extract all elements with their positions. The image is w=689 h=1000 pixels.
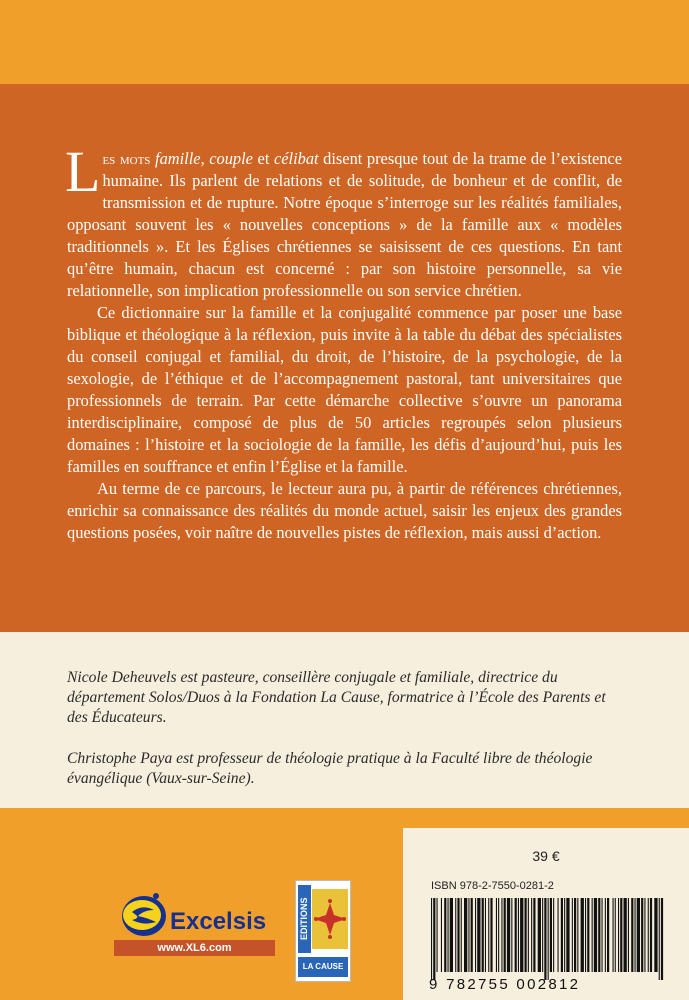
barcode-bar — [498, 898, 499, 972]
barcode-bar — [650, 898, 652, 972]
barcode-bar — [637, 898, 640, 972]
barcode-bar — [444, 898, 446, 972]
barcode-bar — [581, 898, 584, 972]
barcode-bar — [450, 898, 453, 972]
blurb-paragraph-1-rest: disent presque tout de la trame de l’existence humaine. Ils parlent de relations et de solitude, de bonheur et de conflit, de transmission et de rupture. Notre époque s’interroge sur les réalités familiales, opposant souvent les « nouvelles conceptions » de la famille aux « modèles traditionnels ». Et les Églises chrétiennes se saisissent de ces questions. En tant qu’être humain, chacun est concerné : par son histoire personnelle, sa vie relationnelle, son implication professionnelle ou son service chrétien. — [67, 149, 622, 300]
barcode-bar — [587, 898, 589, 972]
barcode-bar — [577, 898, 578, 972]
barcode-bar — [631, 898, 633, 972]
authors-block — [0, 632, 689, 808]
blurb-block — [0, 84, 689, 632]
barcode-bar — [661, 898, 663, 980]
barcode-bar — [455, 898, 456, 972]
barcode-bar — [490, 898, 492, 972]
word-celibat: célibat — [273, 149, 319, 168]
barcode-bar — [654, 898, 657, 972]
isbn-label: ISBN 978-2-7550-0281-2 — [431, 880, 554, 892]
barcode-bar — [482, 898, 484, 972]
author-bio-deheuvels: Nicole Deheuvels est pasteure, conseillère conjugale et familiale, directrice du département Solos/Duos à la Fondation La Cause, formatrice à l’École des Parents et des Éducateurs. — [67, 669, 606, 726]
barcode-bar — [477, 898, 480, 972]
barcode-bar — [566, 898, 569, 972]
lacause-logo — [295, 880, 351, 982]
barcode-bar — [448, 898, 449, 972]
barcode-bar — [441, 898, 442, 972]
barcode-bar — [501, 898, 502, 972]
author-bio-paya: Christophe Paya est professeur de théologie pratique à la Faculté libre de théologie évangélique (Vaux-sur-Seine). — [67, 750, 593, 787]
separator: , — [200, 149, 210, 168]
blurb-text — [65, 139, 622, 544]
barcode-bar — [550, 898, 552, 972]
barcode-bar — [644, 898, 645, 972]
barcode-bar — [598, 898, 600, 972]
price-panel — [403, 828, 689, 1000]
barcode-bar — [615, 898, 616, 972]
authors-text — [67, 668, 627, 810]
barcode-bar — [548, 898, 549, 980]
barcode-bar — [561, 898, 563, 972]
barcode-bar — [613, 898, 614, 972]
barcode-bar — [437, 898, 438, 972]
barcode-bar — [531, 898, 532, 972]
barcode-bar — [558, 898, 559, 972]
barcode-bar — [496, 898, 497, 972]
barcode-bar — [624, 898, 627, 972]
barcode-digits: 9 782755 002812 — [429, 976, 581, 993]
barcode-bar — [485, 898, 486, 972]
barcode-bar — [574, 898, 576, 972]
barcode-bar — [544, 898, 546, 980]
barcode-bar — [507, 898, 510, 972]
barcode-bar — [488, 898, 489, 972]
barcode-bar — [641, 898, 643, 972]
word-couple: couple — [209, 149, 253, 168]
barcode-bar — [471, 898, 473, 972]
barcode-bar — [538, 898, 541, 972]
lacause-name-label: LA CAUSE — [298, 957, 348, 977]
barcode-bar — [659, 898, 660, 980]
blurb-paragraph-3: Au terme de ce parcours, le lecteur aura pu, à partir de références chrétiennes, enrichir sa connaissance des réalités du monde actuel, saisir les enjeux des grandes questions posées, voir naître de nouvelles pistes de réflexion, mais aussi d’action. — [67, 479, 622, 542]
barcode-bar — [533, 898, 535, 972]
occitan-cross-icon — [312, 889, 348, 949]
barcode-bar — [464, 898, 467, 972]
barcode-bar — [475, 898, 476, 972]
barcode-bar — [431, 898, 432, 980]
barcode-bar — [648, 898, 649, 972]
barcode-bar — [628, 898, 629, 972]
barcode-bar — [594, 898, 597, 972]
word-famille: famille — [155, 149, 201, 168]
barcode-bar — [520, 898, 523, 972]
barcode-bar — [602, 898, 603, 972]
drop-cap: L — [65, 139, 101, 204]
barcode-bar — [572, 898, 573, 972]
barcode-bar — [515, 898, 517, 972]
barcode-bar — [504, 898, 506, 972]
barcode-bar — [592, 898, 593, 972]
barcode-bar — [607, 898, 609, 972]
barcode-bar — [553, 898, 554, 972]
separator: et — [252, 149, 274, 168]
barcode-bar — [511, 898, 512, 972]
barcode-bar — [468, 898, 469, 972]
barcode-bar — [585, 898, 586, 972]
barcode-bar — [525, 898, 527, 972]
barcode-bar — [542, 898, 543, 972]
lacause-editions-label: EDITIONS — [298, 885, 311, 953]
barcode-bar — [433, 898, 435, 980]
barcode-bar — [620, 898, 622, 972]
blurb-paragraph-1 — [65, 139, 622, 302]
barcode-bar — [564, 898, 565, 972]
barcode-bar — [457, 898, 459, 972]
barcode — [427, 898, 667, 980]
excelsis-globe-icon — [118, 888, 170, 940]
excelsis-logo — [114, 888, 275, 956]
barcode-bar — [528, 898, 529, 972]
barcode-bar — [461, 898, 462, 972]
excelsis-url: www.XL6.com — [114, 940, 275, 956]
barcode-bar — [605, 898, 606, 972]
blurb-paragraph-2: Ce dictionnaire sur la famille et la conjugalité commence par poser une base biblique et théologique à la réflexion, puis invite à la table du débat des spécialistes du conseil conjugal et familial, du droit, de l’histoire, de la psychologie, de la sexologie, de l’éthique et de l’accompagnement pastoral, tant universitaires que professionnels de terrain. Par cette démarche collective s’ouvre un panorama interdisciplinaire, composé de plus de 50 articles regroupés selon plusieurs domaines : l’histoire et la sociologie de la famille, les défis d’aujourd’hui, puis les familles en souffrance et enfin l’Église et la famille. — [67, 303, 622, 476]
top-band — [0, 0, 689, 84]
barcode-bar — [518, 898, 519, 972]
barcode-bar — [618, 898, 619, 972]
excelsis-name: Excelsis — [170, 908, 267, 935]
price: 39 € — [532, 848, 560, 864]
small-caps-opening: es mots — [102, 149, 151, 168]
barcode-bar — [635, 898, 636, 972]
